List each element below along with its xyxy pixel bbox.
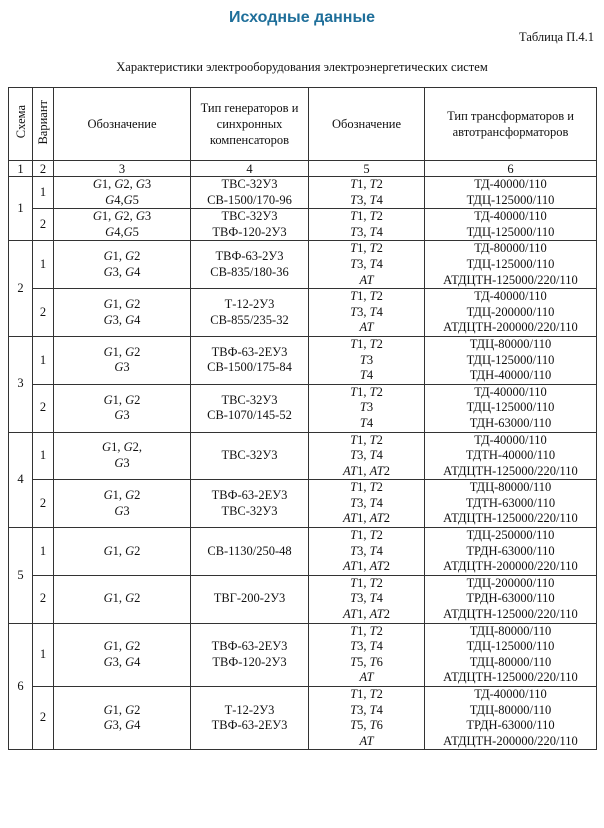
variant-number: 2 — [33, 480, 54, 528]
transformer-type — [425, 432, 597, 480]
cell-line: ТДЦ-125000/110 — [466, 192, 555, 207]
transformer-designation — [309, 384, 425, 432]
generator-designation — [54, 241, 191, 289]
column-number: 5 — [309, 161, 425, 177]
transformer-type — [425, 177, 597, 209]
cell-line: G1, G2 — [103, 543, 141, 558]
variant-number: 1 — [33, 177, 54, 209]
column-number: 4 — [191, 161, 309, 177]
table-row — [9, 432, 597, 480]
cell-line: T3 — [359, 352, 374, 367]
cell-line: AT — [359, 670, 374, 685]
cell-line: ТВФ-63-2ЕУ3 — [211, 488, 288, 503]
cell-line: T3 — [359, 400, 374, 415]
variant-number: 2 — [33, 209, 54, 241]
cell-line: G3 — [114, 455, 130, 470]
table-row — [9, 241, 597, 289]
cell-line: T3, T4 — [350, 543, 383, 558]
cell-line: T3, T4 — [350, 495, 383, 510]
cell-line: Т-12-2У3 — [224, 296, 275, 311]
cell-line: АТДЦТН-125000/220/110 — [443, 670, 578, 685]
generator-designation — [54, 480, 191, 528]
cell-line: ТДЦ-200000/110 — [466, 304, 555, 319]
cell-line: СВ-1130/250-48 — [207, 543, 292, 558]
cell-line: AT — [359, 320, 374, 335]
cell-line: G1, G2 — [103, 296, 141, 311]
header-scheme: Схема — [9, 88, 33, 161]
cell-line: G1, G2, G3 — [92, 177, 152, 191]
cell-line: G3 — [114, 360, 130, 375]
cell-line: ТДН-63000/110 — [469, 415, 552, 430]
variant-number: 2 — [33, 575, 54, 623]
transformer-designation — [309, 336, 425, 384]
generator-type — [191, 209, 309, 241]
cell-line: T3, T4 — [350, 256, 383, 271]
cell-line: AT1, AT2 — [343, 607, 390, 622]
scheme-number: 5 — [9, 528, 33, 624]
table-row — [9, 177, 597, 209]
column-number: 3 — [54, 161, 191, 177]
transformer-type — [425, 241, 597, 289]
cell-line: ТДТН-40000/110 — [465, 448, 556, 463]
cell-line: G3 — [114, 503, 130, 518]
table-row — [9, 623, 597, 686]
cell-line: G1, G2 — [103, 591, 141, 606]
cell-line: T5, T6 — [350, 654, 383, 669]
transformer-designation — [309, 432, 425, 480]
generator-designation — [54, 687, 191, 750]
table-row — [9, 480, 597, 528]
cell-line: T1, T2 — [350, 289, 383, 304]
header-designation-gen: Обозначение — [54, 88, 191, 161]
generator-designation — [54, 209, 191, 241]
column-number: 6 — [425, 161, 597, 177]
transformer-designation — [309, 528, 425, 576]
cell-line: АТДЦТН-200000/220/110 — [443, 320, 578, 335]
cell-line: ТВГ-200-2У3 — [213, 591, 286, 606]
cell-line: СВ-1500/175-84 — [207, 360, 292, 375]
cell-line: ТДЦ-125000/110 — [466, 224, 555, 239]
cell-line: T3, T4 — [350, 702, 383, 717]
scheme-number: 1 — [9, 177, 33, 241]
cell-line: T1, T2 — [350, 432, 383, 447]
cell-line: ТВС-32У3 — [221, 392, 278, 407]
transformer-designation — [309, 289, 425, 337]
cell-line: T1, T2 — [350, 623, 383, 638]
cell-line: ТВФ-63-2ЕУ3 — [211, 639, 288, 654]
cell-line: ТДЦ-80000/110 — [469, 702, 552, 717]
cell-line: G3, G4 — [103, 264, 141, 279]
cell-line: G1, G2 — [103, 639, 141, 654]
cell-line: ТВФ-63-2ЕУ3 — [211, 718, 288, 733]
transformer-type — [425, 480, 597, 528]
transformer-type — [425, 528, 597, 576]
variant-number: 1 — [33, 241, 54, 289]
cell-line: ТДЦ-80000/110 — [469, 623, 552, 638]
cell-line: T3, T4 — [350, 591, 383, 606]
header-gen-type: Тип генераторов и синхронных компенсаторов — [191, 88, 309, 161]
table-label: Таблица П.4.1 — [519, 30, 594, 44]
cell-line: ТД-80000/110 — [474, 241, 547, 256]
transformer-designation — [309, 575, 425, 623]
cell-line: СВ-1070/145-52 — [207, 408, 292, 423]
cell-line: ТДЦ-80000/110 — [469, 480, 552, 495]
cell-line: T3, T4 — [350, 192, 383, 207]
cell-line: G1, G2, G3 — [92, 209, 152, 224]
cell-line: ТД-40000/110 — [474, 432, 547, 447]
generator-designation — [54, 336, 191, 384]
cell-line: T3, T4 — [350, 448, 383, 463]
generator-type — [191, 289, 309, 337]
generator-type — [191, 336, 309, 384]
cell-line: AT1, AT2 — [343, 559, 390, 574]
variant-number: 2 — [33, 687, 54, 750]
generator-type — [191, 528, 309, 576]
cell-line: T3, T4 — [350, 304, 383, 319]
cell-line: СВ-1500/170-96 — [207, 192, 292, 207]
cell-line: АТДЦТН-200000/220/110 — [443, 733, 578, 748]
cell-line: АТДЦТН-125000/220/110 — [443, 272, 578, 287]
cell-line: G3, G4 — [103, 312, 141, 327]
cell-line: ТВФ-120-2У3 — [212, 224, 287, 239]
generator-type — [191, 687, 309, 750]
generator-type — [191, 623, 309, 686]
cell-line: ТД-40000/110 — [474, 384, 547, 399]
cell-line: G3, G4 — [103, 718, 141, 733]
generator-designation — [54, 528, 191, 576]
column-number: 1 — [9, 161, 33, 177]
cell-line: ТДН-40000/110 — [469, 368, 552, 383]
cell-line: ТРДН-63000/110 — [466, 591, 555, 606]
cell-line: ТВС-32У3 — [221, 177, 278, 191]
variant-number: 2 — [33, 289, 54, 337]
variant-number: 2 — [33, 384, 54, 432]
generator-designation — [54, 384, 191, 432]
cell-line: G1, G2 — [103, 344, 141, 359]
cell-line: ТВФ-120-2У3 — [212, 654, 287, 669]
cell-line: ТД-40000/110 — [474, 687, 547, 701]
generator-designation — [54, 289, 191, 337]
cell-line: АТДЦТН-125000/220/110 — [443, 607, 578, 622]
cell-line: AT — [359, 733, 374, 748]
generator-type — [191, 241, 309, 289]
cell-line: ТРДН-63000/110 — [466, 718, 555, 733]
cell-line: G1, G2 — [103, 249, 141, 264]
cell-line: T1, T2 — [350, 575, 383, 590]
table-row — [9, 336, 597, 384]
transformer-type — [425, 575, 597, 623]
cell-line: ТДЦ-125000/110 — [466, 352, 555, 367]
cell-line: T4 — [359, 368, 374, 383]
cell-line: AT1, AT2 — [343, 463, 390, 478]
table-body — [9, 88, 597, 750]
cell-line: T3, T4 — [350, 639, 383, 654]
cell-line: ТВФ-63-2ЕУ3 — [211, 344, 288, 359]
header-row — [9, 88, 597, 161]
transformer-type — [425, 209, 597, 241]
transformer-designation — [309, 623, 425, 686]
cell-line: G4,G5 — [105, 224, 139, 239]
scheme-number: 2 — [9, 241, 33, 337]
cell-line: ТДЦ-125000/110 — [466, 639, 555, 654]
cell-line: T4 — [359, 415, 374, 430]
cell-line: T1, T2 — [350, 480, 383, 495]
transformer-designation — [309, 177, 425, 209]
variant-number: 1 — [33, 623, 54, 686]
cell-line: G1, G2 — [103, 488, 141, 503]
cell-line: ТД-40000/110 — [474, 289, 547, 304]
equipment-table — [8, 87, 597, 750]
cell-line: G4,G5 — [105, 192, 139, 207]
cell-line: G1, G2, — [102, 440, 142, 455]
generator-type — [191, 432, 309, 480]
generator-type — [191, 575, 309, 623]
transformer-designation — [309, 687, 425, 750]
cell-line: T1, T2 — [350, 384, 383, 399]
cell-line: Т-12-2У3 — [224, 702, 275, 717]
cell-line: ТДЦ-80000/110 — [469, 654, 552, 669]
transformer-type — [425, 687, 597, 750]
cell-line: T1, T2 — [350, 241, 383, 256]
cell-line: ТВФ-63-2У3 — [215, 249, 284, 264]
generator-type — [191, 177, 309, 209]
header-variant: Вариант — [33, 88, 54, 161]
cell-line: ТД-40000/110 — [474, 209, 547, 224]
scheme-number: 6 — [9, 623, 33, 750]
cell-line: АТДЦТН-200000/220/110 — [443, 559, 578, 574]
table-caption: Характеристики электрооборудования электроэнергетических систем — [116, 60, 488, 74]
scheme-number: 4 — [9, 432, 33, 528]
header-designation-tr: Обозначение — [309, 88, 425, 161]
generator-designation — [54, 623, 191, 686]
cell-line: T1, T2 — [350, 177, 383, 191]
column-number: 2 — [33, 161, 54, 177]
cell-line: АТДЦТН-125000/220/110 — [443, 511, 578, 526]
transformer-designation — [309, 209, 425, 241]
transformer-type — [425, 623, 597, 686]
cell-line: T1, T2 — [350, 209, 383, 224]
transformer-type — [425, 289, 597, 337]
generator-designation — [54, 177, 191, 209]
generator-type — [191, 384, 309, 432]
table-row — [9, 687, 597, 750]
generator-designation — [54, 575, 191, 623]
cell-line: СВ-835/180-36 — [210, 264, 289, 279]
page-heading: Исходные данные — [228, 9, 376, 26]
cell-line: ТДЦ-250000/110 — [466, 528, 555, 543]
variant-number: 1 — [33, 432, 54, 480]
cell-line: АТДЦТН-125000/220/110 — [443, 463, 578, 478]
cell-line: ТДЦ-80000/110 — [469, 336, 552, 351]
cell-line: ТДЦ-200000/110 — [466, 575, 555, 590]
cell-line: ТВС-32У3 — [221, 209, 278, 224]
transformer-type — [425, 384, 597, 432]
generator-designation — [54, 432, 191, 480]
cell-line: G1, G2 — [103, 702, 141, 717]
variant-number: 1 — [33, 336, 54, 384]
cell-line: G3, G4 — [103, 654, 141, 669]
cell-line: ТДТН-63000/110 — [465, 495, 556, 510]
cell-line: ТД-40000/110 — [474, 177, 547, 191]
cell-line: T1, T2 — [350, 336, 383, 351]
header-tr-type: Тип трансформаторов и автотрансформаторов — [425, 88, 597, 161]
scheme-number: 3 — [9, 336, 33, 432]
table-row — [9, 209, 597, 241]
table-row — [9, 528, 597, 576]
cell-line: T5, T6 — [350, 718, 383, 733]
cell-line: AT — [359, 272, 374, 287]
table-row — [9, 289, 597, 337]
transformer-type — [425, 336, 597, 384]
transformer-designation — [309, 241, 425, 289]
cell-line: ТДЦ-125000/110 — [466, 400, 555, 415]
table-row — [9, 384, 597, 432]
cell-line: G1, G2 — [103, 392, 141, 407]
cell-line: T1, T2 — [350, 528, 383, 543]
cell-line: ТДЦ-125000/110 — [466, 256, 555, 271]
cell-line: ТВС-32У3 — [221, 448, 278, 463]
generator-type — [191, 480, 309, 528]
cell-line: СВ-855/235-32 — [210, 312, 289, 327]
cell-line: ТВС-32У3 — [221, 503, 278, 518]
column-number-row — [9, 161, 597, 177]
cell-line: T3, T4 — [350, 224, 383, 239]
cell-line: T1, T2 — [350, 687, 383, 701]
cell-line: ТРДН-63000/110 — [466, 543, 555, 558]
transformer-designation — [309, 480, 425, 528]
cell-line: G3 — [114, 408, 130, 423]
cell-line: AT1, AT2 — [343, 511, 390, 526]
variant-number: 1 — [33, 528, 54, 576]
table-row — [9, 575, 597, 623]
